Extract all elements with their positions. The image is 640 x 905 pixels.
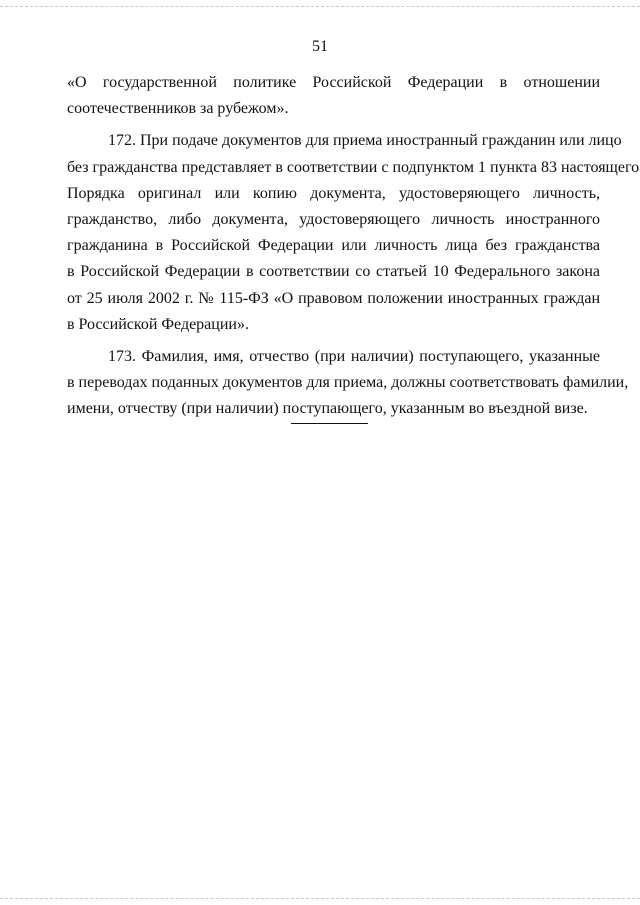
text-line: в переводах поданных документов для приема, должны соответствовать фамилии, [67, 374, 629, 392]
text-line: имени, отчеству (при наличии) поступающего, указанным во въездной визе. [67, 400, 588, 418]
text-line: гражданство, либо документа, удостоверяющего личность иностранного [67, 210, 600, 228]
text-line: в Российской Федерации в соответствии со статьей 10 Федерального закона [67, 263, 600, 281]
text-line: гражданина в Российской Федерации или личность лица без гражданства [67, 237, 600, 255]
page-number: 51 [312, 38, 328, 55]
end-divider-line [291, 423, 368, 424]
page-edge-bottom [0, 898, 640, 899]
text-line: в Российской Федерации». [67, 315, 249, 333]
paragraph-continuation [67, 70, 600, 122]
text-line: «О государственной политике Российской Федерации в отношении [67, 74, 600, 91]
paragraph-item-173 [67, 344, 629, 423]
text-line: без гражданства представляет в соответствии с подпунктом 1 пункта 83 настоящего [67, 158, 640, 176]
text-line: Порядка оригинал или копию документа, удостоверяющего личность, [67, 184, 600, 202]
text-line: соотечественников за рубежом». [67, 100, 289, 118]
text-line: от 25 июля 2002 г. № 115-ФЗ «О правовом положении иностранных граждан [67, 289, 600, 307]
text-line: 173. Фамилия, имя, отчество (при наличии) поступающего, указанные [108, 347, 600, 365]
paragraph-item-172 [67, 128, 640, 338]
document-body [67, 70, 640, 422]
text-line: 172. При подаче документов для приема иностранный гражданин или лицо [108, 132, 622, 150]
page-edge-top [0, 6, 640, 7]
